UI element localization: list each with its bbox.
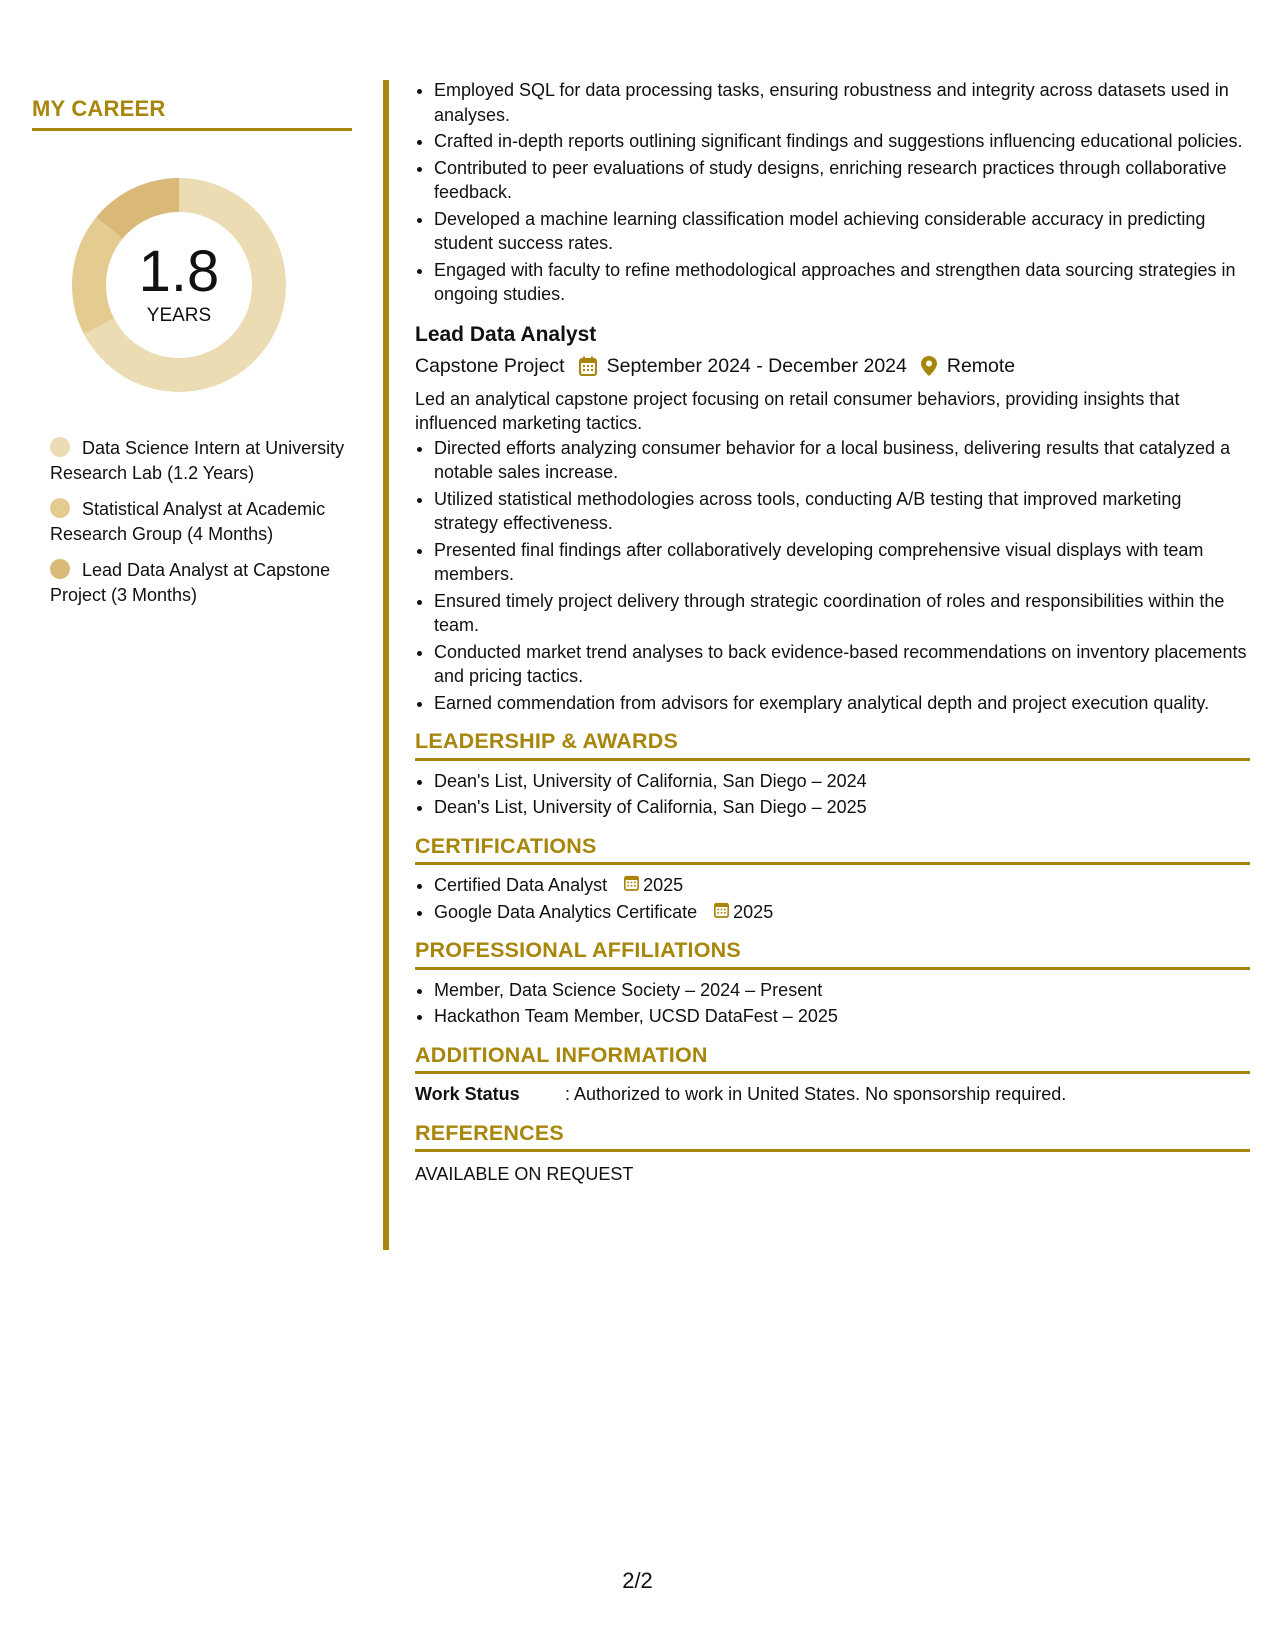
legend-item	[50, 436, 350, 485]
calendar-icon	[579, 356, 597, 376]
references-text: AVAILABLE ON REQUEST	[415, 1164, 634, 1184]
list-item: • Crafted in-depth reports outlining significant findings and suggestions influencing educational policies.	[434, 129, 1250, 154]
experience-panel	[415, 78, 1250, 1187]
legend-label: Statistical Analyst at Academic Research Group (4 Months)	[50, 499, 326, 544]
list-item: • Ensured timely project delivery through strategic coordination of roles and responsibilities within the team.	[434, 589, 1250, 638]
legend-dot	[50, 437, 70, 457]
awards-heading: LEADERSHIP & AWARDS	[415, 729, 1250, 761]
calendar-icon	[714, 900, 733, 925]
cert-name: Certified Data Analyst	[434, 875, 608, 895]
legend-dot	[50, 559, 70, 579]
career-legend	[50, 436, 350, 619]
list-item: • Employed SQL for data processing tasks, ensuring robustness and integrity across datasets used in analyses.	[434, 78, 1250, 127]
legend-item	[50, 497, 350, 546]
list-item: • Presented final findings after collaboratively developing comprehensive visual displays with team members.	[434, 538, 1250, 587]
donut-total-unit: YEARS	[146, 305, 212, 326]
list-item: • Earned commendation from advisors for exemplary analytical depth and project execution quality.	[434, 691, 1250, 716]
career-donut-chart	[64, 170, 294, 400]
affiliations-heading: PROFESSIONAL AFFILIATIONS	[415, 938, 1250, 970]
job-bullets	[415, 436, 1250, 716]
list-item: • Contributed to peer evaluations of study designs, enriching research practices through collaborative feedback.	[434, 156, 1250, 205]
work-status-value: : Authorized to work in United States. No sponsorship required.	[565, 1084, 1067, 1104]
list-item: • Hackathon Team Member, UCSD DataFest – 2025	[434, 1004, 1250, 1029]
list-item: • Conducted market trend analyses to back evidence-based recommendations on inventory placements and pricing tactics.	[434, 640, 1250, 689]
legend-label: Data Science Intern at University Research Lab (1.2 Years)	[50, 438, 345, 483]
cert-name: Google Data Analytics Certificate	[434, 901, 698, 922]
page-number: 2/2	[622, 1568, 653, 1593]
work-status-label: Work Status	[415, 1084, 520, 1104]
awards-list	[415, 769, 1250, 820]
job-title: Lead Data Analyst	[415, 322, 597, 346]
cert-date	[624, 873, 683, 898]
cert-date	[714, 900, 773, 925]
list-item: • Engaged with faculty to refine methodological approaches and strengthen data sourcing strategies in ongoing studies.	[434, 258, 1250, 307]
additional-info-heading: ADDITIONAL INFORMATION	[415, 1043, 1250, 1075]
job-summary: Led an analytical capstone project focusing on retail consumer behaviors, providing insights that influenced marketing tactics.	[415, 388, 1180, 433]
job-dates: September 2024 - December 2024	[606, 354, 907, 377]
calendar-icon	[624, 873, 643, 898]
job-company: Capstone Project	[415, 354, 565, 377]
list-item: • Directed efforts analyzing consumer behavior for a local business, delivering results that catalyzed a notable sales increase.	[434, 436, 1250, 485]
certifications-heading: CERTIFICATIONS	[415, 834, 1250, 866]
job-location: Remote	[946, 354, 1016, 377]
donut-center	[64, 170, 294, 400]
legend-item	[50, 558, 350, 607]
list-item: • Dean's List, University of California, San Diego – 2025	[434, 795, 1250, 820]
location-pin-icon	[921, 356, 937, 376]
previous-job-bullets	[415, 78, 1250, 307]
list-item: • Dean's List, University of California, San Diego – 2024	[434, 769, 1250, 794]
legend-label: Lead Data Analyst at Capstone Project (3 Months)	[50, 560, 331, 605]
certifications-list	[415, 873, 1250, 924]
work-status-row	[415, 1082, 1250, 1107]
list-item	[434, 873, 1250, 898]
career-title: MY CAREER	[32, 96, 352, 131]
affiliations-list	[415, 978, 1250, 1029]
cert-year: 2025	[733, 901, 774, 922]
cert-year: 2025	[643, 875, 684, 895]
legend-dot	[50, 498, 70, 518]
job-meta	[415, 351, 1250, 381]
career-panel	[32, 96, 352, 605]
donut-total-value: 1.8	[138, 239, 220, 304]
references-heading: REFERENCES	[415, 1121, 1250, 1153]
list-item: • Member, Data Science Society – 2024 – Present	[434, 978, 1250, 1003]
list-item: • Utilized statistical methodologies across tools, conducting A/B testing that improved marketing strategy effectiveness.	[434, 487, 1250, 536]
column-divider	[383, 80, 389, 1250]
list-item: • Developed a machine learning classification model achieving considerable accuracy in predicting student success rates.	[434, 207, 1250, 256]
list-item	[434, 900, 1250, 925]
